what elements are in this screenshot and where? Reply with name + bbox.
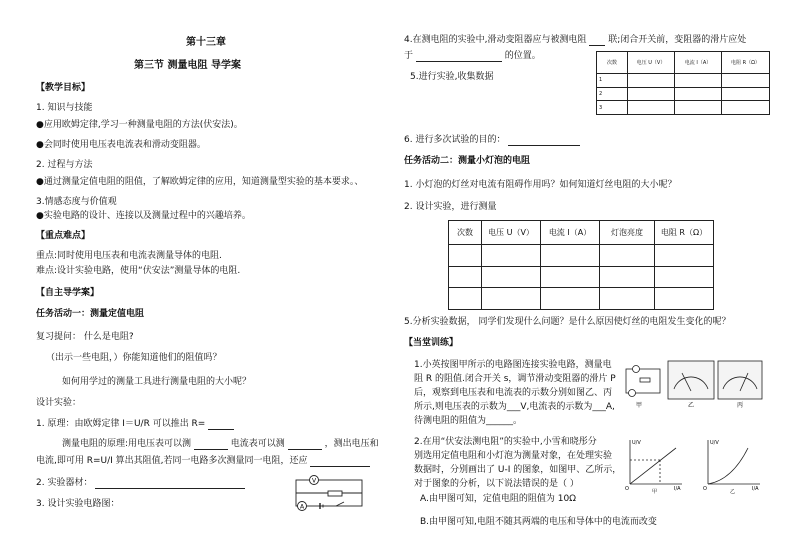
small-th: 电阻 R（Ω） <box>722 52 770 74</box>
ui-graph-jia <box>624 436 686 494</box>
table-cell[interactable] <box>600 288 655 310</box>
goal2-title: 2. 过程与方法 <box>36 160 93 170</box>
small-row-num: 2 <box>597 87 628 101</box>
table-cell[interactable] <box>482 288 541 310</box>
p2-line4: 对于图象的分析，以下说法错误的是（ ） <box>414 479 579 489</box>
goals-header: 【教学目标】 <box>36 83 91 93</box>
circuit-label: 3. 设计实验电路图： <box>36 499 120 509</box>
small-row-num: 3 <box>597 101 628 115</box>
table-cell[interactable] <box>628 74 675 88</box>
voltmeter-symbol: V <box>312 477 317 485</box>
goal1-b: ●会同时使用电压表电流表和滑动变阻器。 <box>36 140 206 150</box>
yi-origin-label: O <box>703 486 707 492</box>
review-question: 复习提问： 什么是电阻? <box>36 332 134 342</box>
ammeter-dial-icon <box>718 361 762 399</box>
table-cell[interactable] <box>449 266 482 288</box>
q4-line2 <box>404 50 541 62</box>
current-blank[interactable] <box>288 449 322 450</box>
self-study-header: 【自主导学案】 <box>36 288 100 298</box>
jia-caption: 甲 <box>652 489 658 494</box>
bulb-th: 电流 I（A） <box>541 221 600 245</box>
principle-desc2-text: 电流,即可用 R=U/I 算出其阻值,若同一电路多次测量同一电阻，还应 <box>36 456 308 466</box>
jia-ia-label: I/A <box>674 486 681 492</box>
q6 <box>404 134 580 146</box>
q4-line2-a: 于 <box>404 51 414 61</box>
p2-line1: 2.在用“伏安法测电阻”的实验中,小雪和晓彤分 <box>414 437 597 447</box>
how-measure: 如何用学过的测量工具进行测量电阻的大小呢？ <box>62 377 252 387</box>
p1-line4: 所示,则电压表的示数为___V,电流表的示数为___A, <box>414 402 615 412</box>
equipment-label: 2. 实验器材： <box>36 478 93 488</box>
equipment-blank[interactable] <box>95 488 245 489</box>
q4-line1-text: 4.在测电阻的实验中,滑动变阻器应与被测电阻 <box>404 35 587 45</box>
table-cell[interactable] <box>722 74 770 88</box>
task2-title: 任务活动二：测量小灯泡的电阻 <box>404 156 531 166</box>
curve-line <box>708 448 748 484</box>
jia-origin-label: O <box>625 486 629 492</box>
table-cell[interactable] <box>675 74 722 88</box>
key-point: 重点:同时使用电压表和电流表测量导体的电阻. <box>36 251 222 261</box>
voltage-blank[interactable] <box>194 449 228 450</box>
principle-desc1-c: ，测出电压和 <box>324 439 379 449</box>
goal3-title: 3.情感态度与价值观 <box>36 197 117 207</box>
chapter-title: 第十三章 <box>186 37 226 48</box>
yi-ia-label: I/A <box>752 486 759 492</box>
bulb-question2: 2. 设计实验，进行测量 <box>404 202 497 212</box>
q4-line1 <box>404 34 746 46</box>
principle-text: 1. 原理：由欧姆定律 I＝U/R 可以推出 R= <box>36 419 206 429</box>
table-cell[interactable] <box>722 101 770 115</box>
purpose-blank[interactable] <box>508 145 580 146</box>
principle-desc1 <box>62 438 379 450</box>
ammeter-symbol: A <box>300 503 305 511</box>
bulb-th: 电阻 R（Ω） <box>655 221 714 245</box>
table-cell[interactable] <box>449 245 482 267</box>
ui-graph-yi <box>702 436 764 494</box>
practice-header: 【当堂训练】 <box>404 338 459 348</box>
q4-line1-text-b: 联;闭合开关前，变阻器的滑片应处 <box>608 35 747 45</box>
goal1-title: 1. 知识与技能 <box>36 103 93 113</box>
linear-line <box>630 448 676 484</box>
fig-jia-label: 甲 <box>636 402 643 409</box>
fig-yi-label: 乙 <box>688 402 695 409</box>
voltmeter-dial-icon <box>668 361 714 399</box>
small-th: 次数 <box>597 52 628 74</box>
show-resistor: （出示一些电阻，）你能知道他们的阻值吗？ <box>46 353 222 363</box>
data-table-small <box>596 51 770 115</box>
q4-line2-b: 的位置。 <box>504 51 541 61</box>
table-cell[interactable] <box>675 87 722 101</box>
goal1-a: ●应用欧姆定律,学习一种测量电阻的方法(伏安法)。 <box>36 120 243 130</box>
p2-option-b: B.由甲图可知,电阻不随其两端的电压和导体中的电流而改变 <box>420 517 657 527</box>
table-cell[interactable] <box>541 288 600 310</box>
table-cell[interactable] <box>600 245 655 267</box>
equipment <box>36 477 245 489</box>
table-cell[interactable] <box>722 87 770 101</box>
table-cell[interactable] <box>449 288 482 310</box>
principle <box>36 418 234 430</box>
slider-position-blank[interactable] <box>416 61 502 62</box>
yi-uv-label: U/V <box>710 440 719 446</box>
circuit-diagram <box>292 474 368 514</box>
principle-blank[interactable] <box>208 429 234 430</box>
table-cell[interactable] <box>482 245 541 267</box>
table-cell[interactable] <box>541 245 600 267</box>
principle-desc1-a: 测量电阻的原理:用电压表可以测 <box>62 439 192 449</box>
analysis: 5.分析实验数据， 同学们发现什么问题？是什么原因使灯丝的电阻发生变化的呢？ <box>404 317 731 327</box>
principle-desc1-b: 电流表可以测 <box>230 439 285 449</box>
table-cell[interactable] <box>655 288 714 310</box>
q5-label: 5.进行实验,收集数据 <box>410 72 494 82</box>
design-label: 设计实验： <box>36 398 82 408</box>
jia-uv-label: U/V <box>632 440 641 446</box>
goal2-a: ●通过测量定值电阻的阻值，了解欧姆定律的应用，知道测量型实验的基本要求。、 <box>36 177 364 187</box>
bulb-th: 电压 U（V） <box>482 221 541 245</box>
principle-desc2 <box>36 455 370 467</box>
table-cell[interactable] <box>600 266 655 288</box>
data-table-bulb <box>448 220 714 310</box>
bulb-th: 灯泡亮度 <box>600 221 655 245</box>
table-cell[interactable] <box>541 266 600 288</box>
resistor-icon <box>328 491 342 496</box>
p1-line2: 阻 R 的阻值.闭合开关 s，调节滑动变阻器的滑片 P <box>414 374 616 384</box>
table-cell[interactable] <box>655 266 714 288</box>
bulb-th: 次数 <box>449 221 482 245</box>
task1-title: 任务活动一：测量定值电阻 <box>36 309 145 319</box>
connection-blank[interactable] <box>589 45 605 46</box>
table-cell[interactable] <box>655 245 714 267</box>
p1-line3: 后，观察到电压表和电流表的示数分别如图乙、丙 <box>414 388 613 398</box>
fig-bing-label: 丙 <box>737 402 744 409</box>
small-th: 电压 U（V） <box>628 52 675 74</box>
table-cell[interactable] <box>482 266 541 288</box>
table-cell[interactable] <box>628 87 675 101</box>
q6-text: 6. 进行多次试验的目的： <box>404 135 506 145</box>
p2-option-a: A.由甲图可知，定值电阻的阻值为 10Ω <box>420 494 577 504</box>
repeat-blank[interactable] <box>310 466 370 467</box>
section-title: 第三节 测量电阻 导学案 <box>134 60 241 71</box>
key-header: 【重点难点】 <box>36 231 91 241</box>
p2-line3: 数据时，分别画出了 U-I 的图象，如图甲、乙所示， <box>414 465 622 475</box>
meters-figure <box>624 359 764 411</box>
small-th: 电流 I（A） <box>675 52 722 74</box>
small-row-num: 1 <box>597 74 628 88</box>
p1-line1: 1.小英按图甲所示的电路图连接实验电路，测量电 <box>414 360 612 370</box>
difficult-point: 难点:设计实验电路，使用“伏安法”测量导体的电阻. <box>36 266 241 276</box>
p1-line5: 待测电阻的阻值为______。 <box>414 416 523 426</box>
p2-line2: 别选用定值电阻和小灯泡为测量对象，在处理实验 <box>414 451 613 461</box>
table-cell[interactable] <box>675 101 722 115</box>
bulb-question1: 1. 小灯泡的灯丝对电流有阻碍作用吗？如何知道灯丝电阻的大小呢？ <box>404 180 677 190</box>
table-cell[interactable] <box>628 101 675 115</box>
goal3-a: ●实验电路的设计、连接以及测量过程中的兴趣培养。 <box>36 211 251 221</box>
yi-caption: 乙 <box>730 489 736 494</box>
